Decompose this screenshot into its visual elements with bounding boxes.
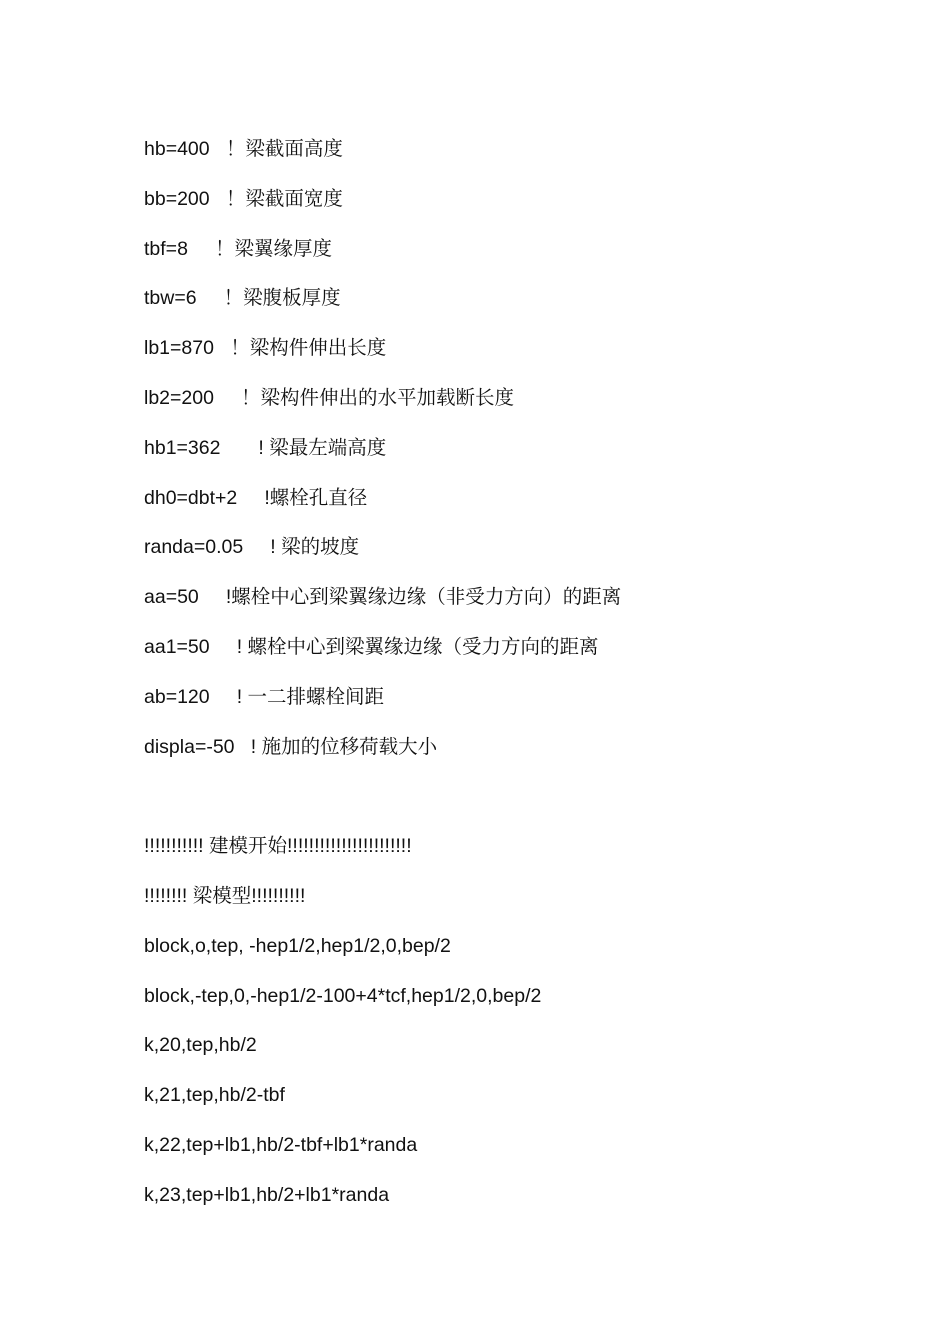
param-ab-line: ab=120 ! 一二排螺栓间距 xyxy=(144,685,385,708)
param-lb1-line: lb1=870 ！梁构件伸出长度 xyxy=(144,337,387,360)
param-bb-line: bb=200 ！梁截面宽度 xyxy=(144,187,343,210)
param-aa1-line: aa1=50 ! 螺栓中心到梁翼缘边缘（受力方向的距离 xyxy=(144,635,599,658)
param-dh0-line: dh0=dbt+2 !螺栓孔直径 xyxy=(144,486,368,509)
blank-line xyxy=(144,782,904,832)
code-keypoint-23: k,23,tep+lb1,hb/2+lb1*randa xyxy=(144,1183,390,1206)
param-tbw-line: tbw=6 ！梁腹板厚度 xyxy=(144,287,341,310)
section-beam-model-comment: !!!!!!!! 梁模型!!!!!!!!!! xyxy=(144,884,306,907)
param-hb-line: hb=400 ！梁截面高度 xyxy=(144,138,343,160)
code-block-line-1: block,o,tep, -hep1/2,hep1/2,0,bep/2 xyxy=(144,934,451,957)
param-lb2-line: lb2=200 ！梁构件伸出的水平加载断长度 xyxy=(144,386,515,409)
code-keypoint-22: k,22,tep+lb1,hb/2-tbf+lb1*randa xyxy=(144,1133,418,1156)
code-keypoint-20: k,20,tep,hb/2 xyxy=(144,1034,257,1057)
param-tbf-line: tbf=8 ！梁翼缘厚度 xyxy=(144,237,333,260)
code-block-line-2: block,-tep,0,-hep1/2-100+4*tcf,hep1/2,0,bep/2 xyxy=(144,984,542,1007)
section-modeling-start-comment: !!!!!!!!!!! 建模开始!!!!!!!!!!!!!!!!!!!!!!! xyxy=(144,835,412,858)
param-displa-line: displa=-50 ! 施加的位移荷载大小 xyxy=(144,735,438,758)
document-body xyxy=(144,135,904,1231)
code-keypoint-21: k,21,tep,hb/2-tbf xyxy=(144,1084,285,1107)
param-randa-line: randa=0.05 ! 梁的坡度 xyxy=(144,536,360,559)
param-aa-line: aa=50 !螺栓中心到梁翼缘边缘（非受力方向）的距离 xyxy=(144,586,622,609)
param-hb1-line: hb1=362 ! 梁最左端高度 xyxy=(144,436,387,459)
